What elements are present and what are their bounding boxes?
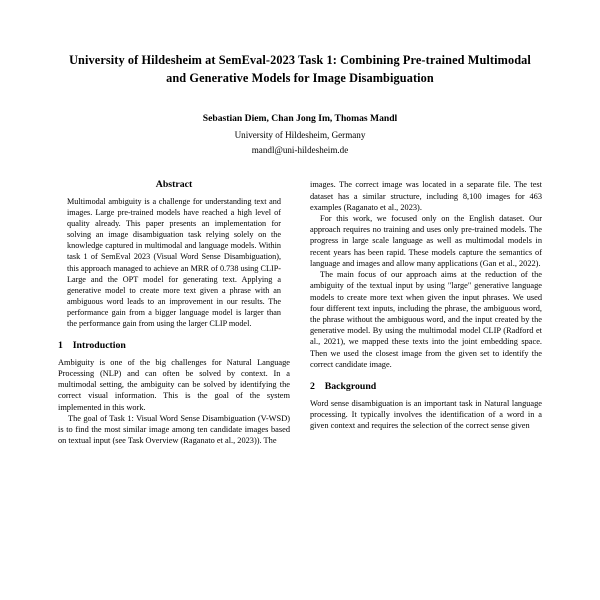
intro-paragraph-1: Ambiguity is one of the big challenges for Natural Language Processing (NLP) and can often be solved by context. In a multimodal setting, the ambiguity can be solved by identifying the correct visual information. This is the goal of the system implemented in this work.	[58, 357, 290, 412]
section-heading-background	[310, 381, 542, 392]
left-column	[58, 179, 290, 446]
abstract-text: Multimodal ambiguity is a challenge for understanding text and images. Large pre-trained models have reached a high level of quality already. This paper presents an implementation for solving an image disambiguation task relying solely on the knowledge captured in multimodal and language models. Within task 1 of SemEval 2023 (Visual Word Sense Disambiguation), this approach managed to achieve an MRR of 0.738 using CLIP-Large and the OPT model for generating text. Applying a generative model to create more text given a phrase with an ambiguous word leads to an improvement in our results. The performance gain from a bigger language model is larger than the performance gain from using the larger CLIP model.	[67, 197, 281, 328]
section-title-1: Introduction	[72, 339, 126, 351]
right-paragraph-2: For this work, we focused only on the English dataset. Our approach requires no training and uses only pre-trained models. The progress in large scale language as well as multimodal models in recent years has been rapid. These models capture the semantics of language and images and allow many applications (Gan et al., 2022).	[310, 213, 542, 268]
section-title-2: Background	[324, 381, 377, 393]
background-paragraph-1: Word sense disambiguation is an important task in Natural language processing. It typically involves the identification of a word in a given context and requires the selection of the correct sense given	[310, 399, 542, 431]
right-paragraph-3: The main focus of our approach aims at the reduction of the ambiguity of the textual input by using "large" generative language models to create more text when given the input phrases. We used four different text inputs, including the phrase, the ambiguous word, the phrase without the ambiguous word, and the input created by the generative model. By using the multimodal model CLIP (Radford et al., 2021), we mapped these texts into the joint embedding space. Then we used the closest image from the given set to identify the correct candidate image.	[310, 270, 542, 369]
page-title: University of Hildesheim at SemEval-2023 Task 1: Combining Pre-trained Multimodal and Generative Models for Image Disambiguation	[69, 53, 531, 85]
section-number-1: 1	[58, 339, 63, 351]
intro-paragraph-2: The goal of Task 1: Visual Word Sense Disambiguation (V-WSD) is to find the most similar image among ten candidate images based on textual input (see Task Overview (Raganato et al., 2023)). The	[58, 413, 290, 446]
section-heading-introduction	[58, 340, 290, 351]
abstract-heading: Abstract	[155, 179, 193, 191]
section-number-2: 2	[310, 381, 315, 393]
abstract-block	[58, 196, 290, 328]
right-paragraph-1: images. The correct image was located in a separate file. The test dataset has a similar structure, including 8,100 images for 463 examples (Raganato et al., 2023).	[310, 180, 542, 212]
affiliation: University of Hildesheim, Germany	[234, 130, 366, 141]
contact-email: mandl@uni-hildesheim.de	[251, 144, 349, 155]
author-list: Sebastian Diem, Chan Jong Im, Thomas Mandl	[202, 112, 398, 124]
two-column-body	[58, 179, 542, 446]
right-column	[310, 179, 542, 446]
